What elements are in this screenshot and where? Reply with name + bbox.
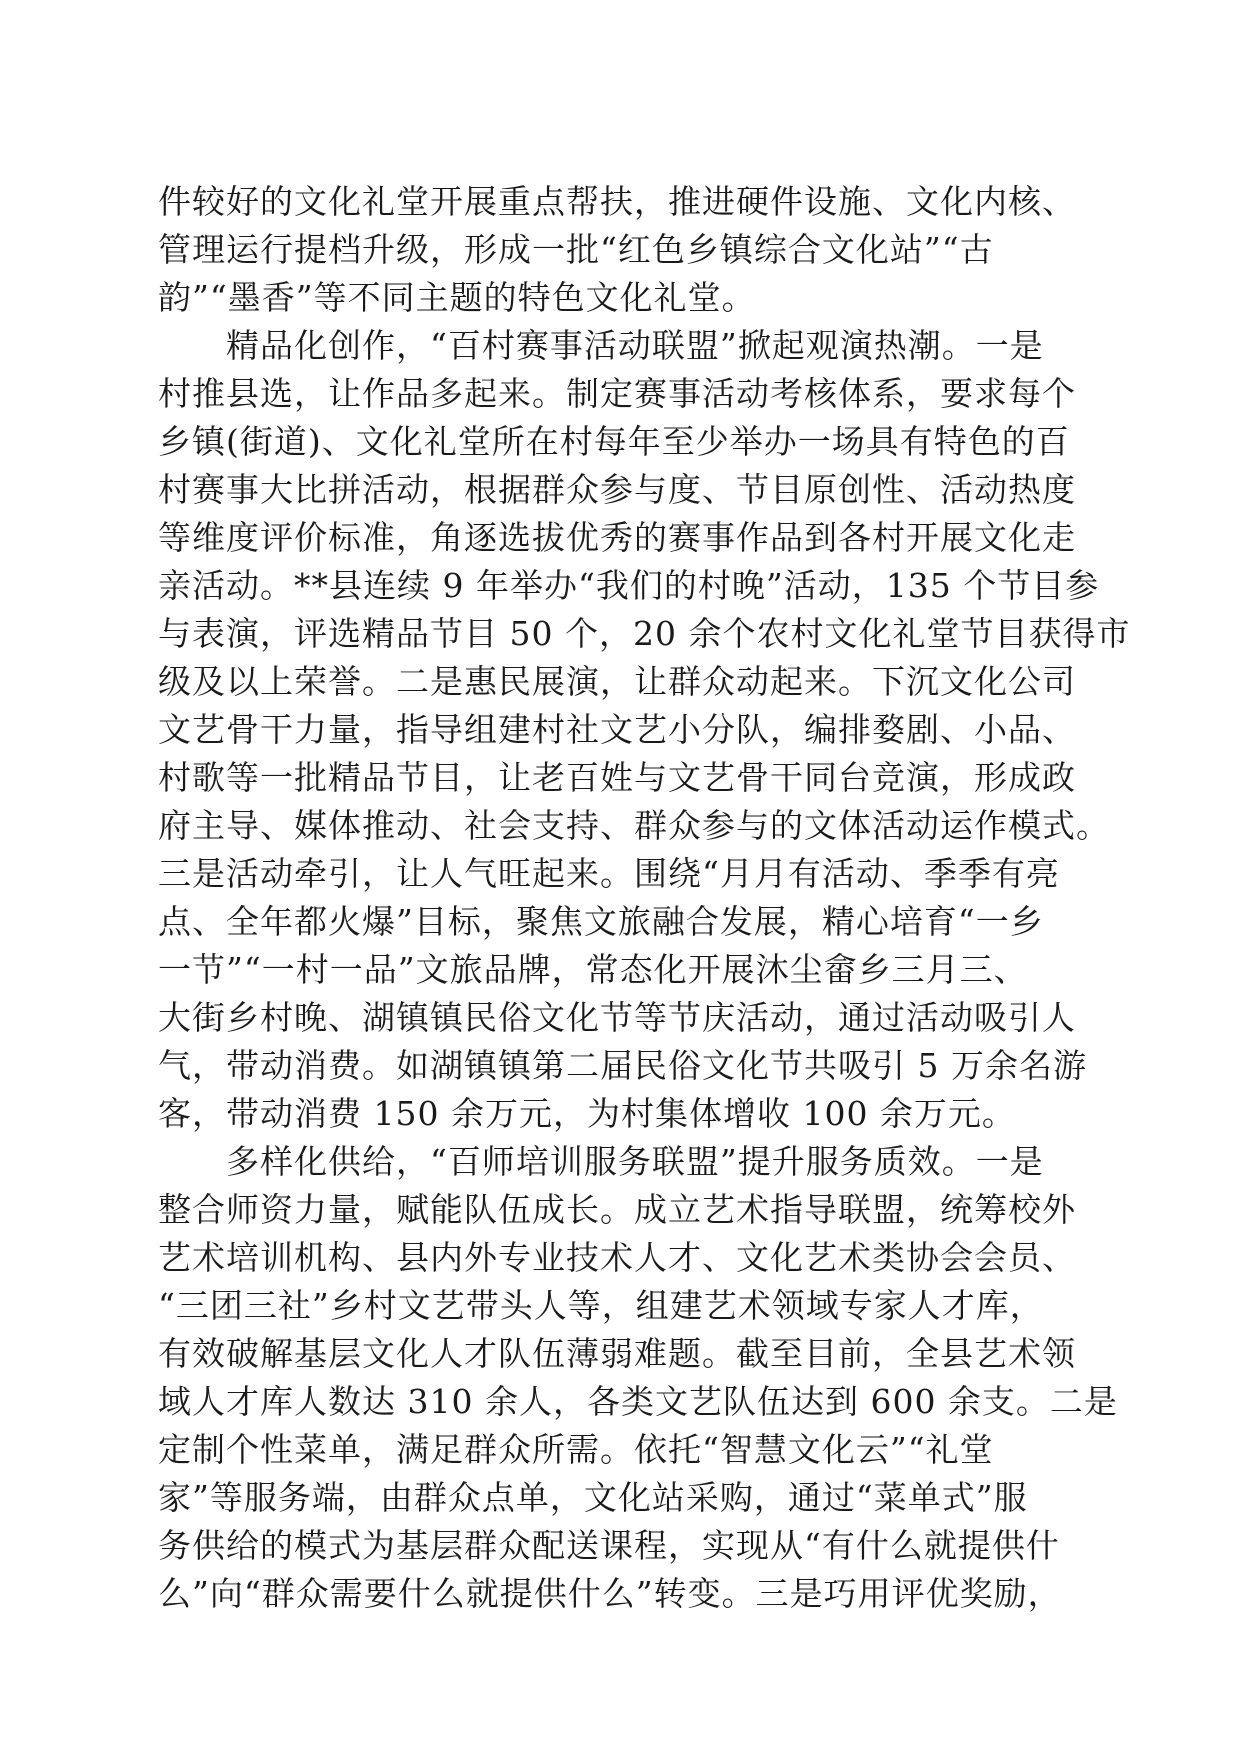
text-line: 务供给的模式为基层群众配送课程，实现从“有什么就提供什 [158,1526,1060,1565]
text-line: 亲活动。**县连续 9 年举办“我们的村晚”活动，135 个节目参 [158,566,1100,605]
text-line: 件较好的文化礼堂开展重点帮扶，推进硬件设施、文化内核、 [158,182,1076,221]
text-line: 三是活动牵引，让人气旺起来。围绕“月月有活动、季季有亮 [158,854,1060,893]
text-line: 域人才库人数达 310 余人，各类文艺队伍达到 600 余支。二是 [158,1382,1118,1421]
paragraph-first-line: 多样化供给，“百师培训服务联盟”提升服务质效。一是 [226,1142,1044,1181]
paragraph-first-line: 精品化创作，“百村赛事活动联盟”掀起观演热潮。一是 [226,326,1044,365]
text-line: 府主导、媒体推动、社会支持、群众参与的文体活动运作模式。 [158,806,1110,845]
text-line: 点、全年都火爆”目标，聚焦文旅融合发展，精心培育“一乡 [158,902,1044,941]
text-line: 有效破解基层文化人才队伍薄弱难题。截至目前，全县艺术领 [158,1334,1076,1373]
text-line: 大街乡村晚、湖镇镇民俗文化节等节庆活动，通过活动吸引人 [158,998,1076,1037]
text-line: 韵”“墨香”等不同主题的特色文化礼堂。 [158,278,756,317]
text-line: 村赛事大比拼活动，根据群众参与度、节目原创性、活动热度 [158,470,1076,509]
text-line: 级及以上荣誉。二是惠民展演，让群众动起来。下沉文化公司 [158,662,1076,701]
text-line: 整合师资力量，赋能队伍成长。成立艺术指导联盟，统筹校外 [158,1190,1076,1229]
document-body [158,178,1131,1618]
text-line: 管理运行提档升级，形成一批“红色乡镇综合文化站”“古 [158,230,994,269]
text-line: “三团三社”乡村文艺带头人等，组建艺术领域专家人才库， [158,1286,1044,1325]
text-line: 客，带动消费 150 余万元，为村集体增收 100 余万元。 [158,1094,1016,1133]
text-line: 文艺骨干力量，指导组建村社文艺小分队，编排婺剧、小品、 [158,710,1076,749]
text-line: 艺术培训机构、县内外专业技术人才、文化艺术类协会会员、 [158,1238,1076,1277]
text-line: 村歌等一批精品节目，让老百姓与文艺骨干同台竞演，形成政 [158,758,1076,797]
text-line: 气，带动消费。如湖镇镇第二届民俗文化节共吸引 5 万余名游 [158,1046,1087,1085]
text-line: 家”等服务端，由群众点单，文化站采购，通过“菜单式”服 [158,1478,1028,1517]
text-line: 等维度评价标准，角逐选拔优秀的赛事作品到各村开展文化走 [158,518,1076,557]
text-line: 么”向“群众需要什么就提供什么”转变。三是巧用评优奖励， [158,1574,1062,1613]
text-line: 一节”“一村一品”文旅品牌，常态化开展沐尘畲乡三月三、 [158,950,1028,989]
text-line: 与表演，评选精品节目 50 个，20 余个农村文化礼堂节目获得市 [158,614,1131,653]
text-line: 定制个性菜单，满足群众所需。依托“智慧文化云”“礼堂 [158,1430,994,1469]
text-line: 村推县选，让作品多起来。制定赛事活动考核体系，要求每个 [158,374,1076,413]
text-line: 乡镇(街道)、文化礼堂所在村每年至少举办一场具有特色的百 [158,422,1070,461]
